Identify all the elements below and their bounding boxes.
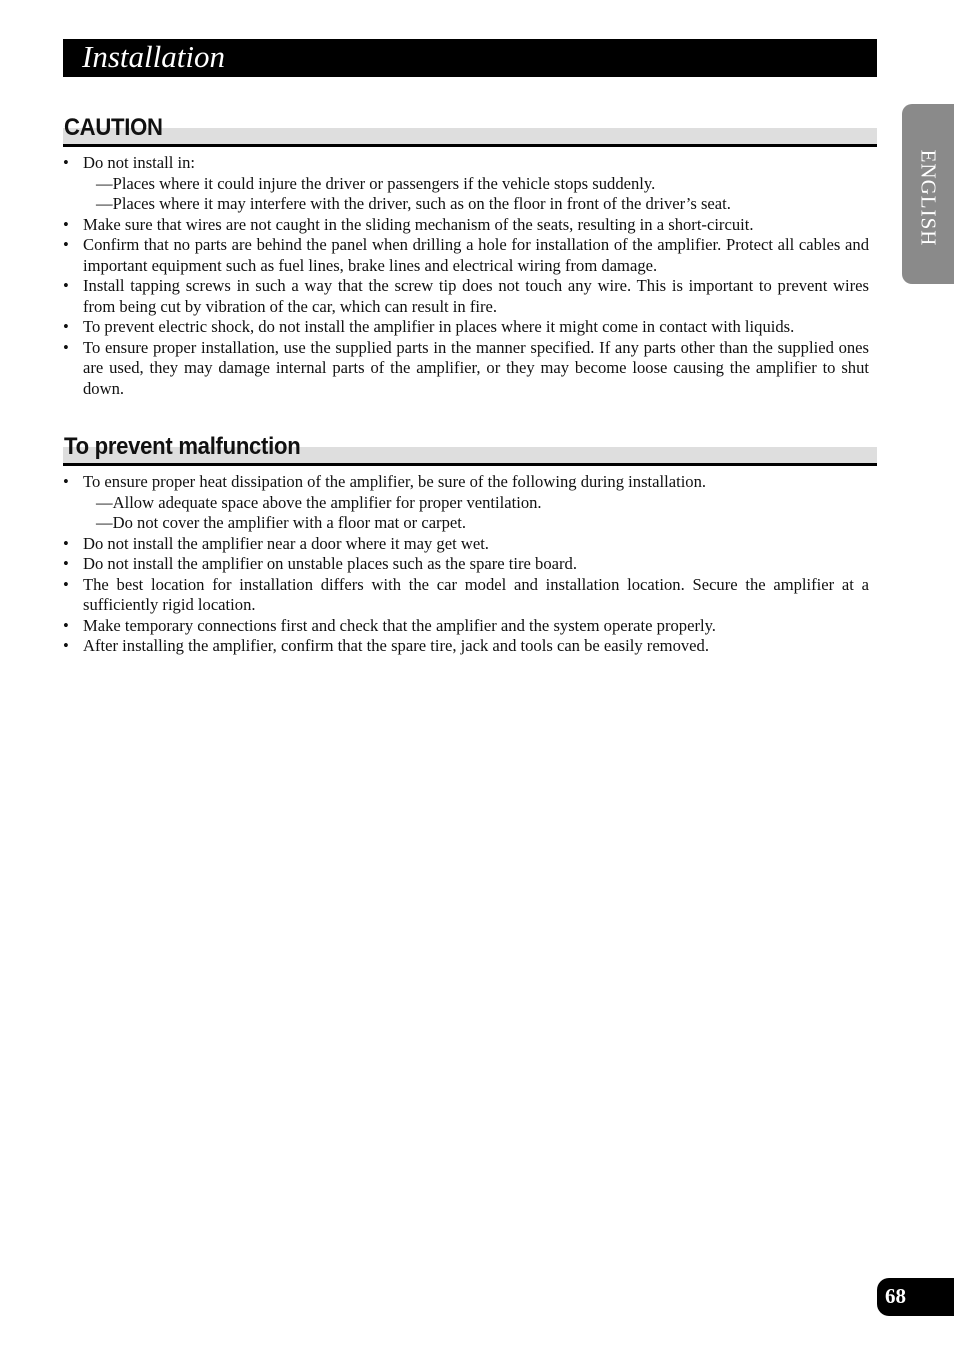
sub-list xyxy=(83,174,869,215)
list-item xyxy=(63,616,869,637)
malfunction-heading: To prevent malfunction xyxy=(64,433,301,460)
caution-heading-shade xyxy=(63,128,877,144)
malfunction-heading-bar xyxy=(63,429,877,466)
list-item xyxy=(63,636,869,657)
language-tab-label: ENGLISH xyxy=(916,149,941,247)
sub-list xyxy=(83,493,869,534)
page-title-bar xyxy=(63,39,877,77)
page-title: Installation xyxy=(82,39,225,74)
list-item-text: After installing the amplifier, confirm that the spare tire, jack and tools can be easily removed. xyxy=(83,636,709,655)
list-item xyxy=(63,317,869,338)
list-item-text: Make temporary connections first and check that the amplifier and the system operate properly. xyxy=(83,615,716,635)
list-item-text: To prevent electric shock, do not install the amplifier in places where it might come in contact with liquids. xyxy=(83,317,795,336)
list-item-text: Do not install in: xyxy=(83,153,196,172)
page-number: 68 xyxy=(885,1284,906,1308)
sub-list-item-text: Places where it could injure the driver or passengers if the vehicle stops suddenly. xyxy=(112,173,656,193)
page-number-badge xyxy=(877,1278,954,1316)
list-item-text: To ensure proper heat dissipation of the amplifier, be sure of the following during installation. xyxy=(83,472,707,491)
sub-list-item xyxy=(83,174,869,195)
caution-heading-bar xyxy=(63,110,877,147)
list-item xyxy=(63,215,869,236)
list-item-text: Do not install the amplifier on unstable places such as the spare tire board. xyxy=(83,554,577,573)
list-item xyxy=(63,472,869,534)
list-item xyxy=(63,575,869,616)
sub-list-item xyxy=(83,194,869,215)
list-item-text: Do not install the amplifier near a door where it may get wet. xyxy=(83,533,489,553)
list-item xyxy=(63,276,869,317)
malfunction-list xyxy=(63,472,869,657)
list-item xyxy=(63,235,869,276)
list-item xyxy=(63,534,869,555)
caution-heading: CAUTION xyxy=(64,114,163,141)
list-item-text: Install tapping screws in such a way that the screw tip does not touch any wire. This is important to prevent wires from being cut by vibration of the car, which can result in fire. xyxy=(83,276,869,316)
caution-list xyxy=(63,153,869,399)
list-item-text: To ensure proper installation, use the supplied parts in the manner specified. If any parts other than the supplied ones are used, they may damage internal parts of the amplifier, or they may become loose causing the amplifier to shut down. xyxy=(83,337,869,398)
sub-list-item-text: Do not cover the amplifier with a floor mat or carpet. xyxy=(112,513,467,532)
list-item-text: The best location for installation differs with the car model and installation location. Secure the amplifier at a sufficiently rigid location. xyxy=(83,574,869,614)
list-item xyxy=(63,338,869,400)
list-item xyxy=(63,554,869,575)
language-tab xyxy=(902,104,954,284)
sub-list-item-text: Allow adequate space above the amplifier for proper ventilation. xyxy=(112,492,542,512)
sub-list-item-text: Places where it may interfere with the driver, such as on the floor in front of the driver’s seat. xyxy=(112,194,731,213)
sub-list-item xyxy=(83,513,869,534)
sub-list-item xyxy=(83,493,869,514)
list-item-text: Make sure that wires are not caught in the sliding mechanism of the seats, resulting in a short-circuit. xyxy=(83,214,754,234)
list-item xyxy=(63,153,869,215)
list-item-text: Confirm that no parts are behind the panel when drilling a hole for installation of the amplifier. Protect all cables and important equipment such as fuel lines, brake lines and electrical wiring from damage. xyxy=(83,235,869,275)
